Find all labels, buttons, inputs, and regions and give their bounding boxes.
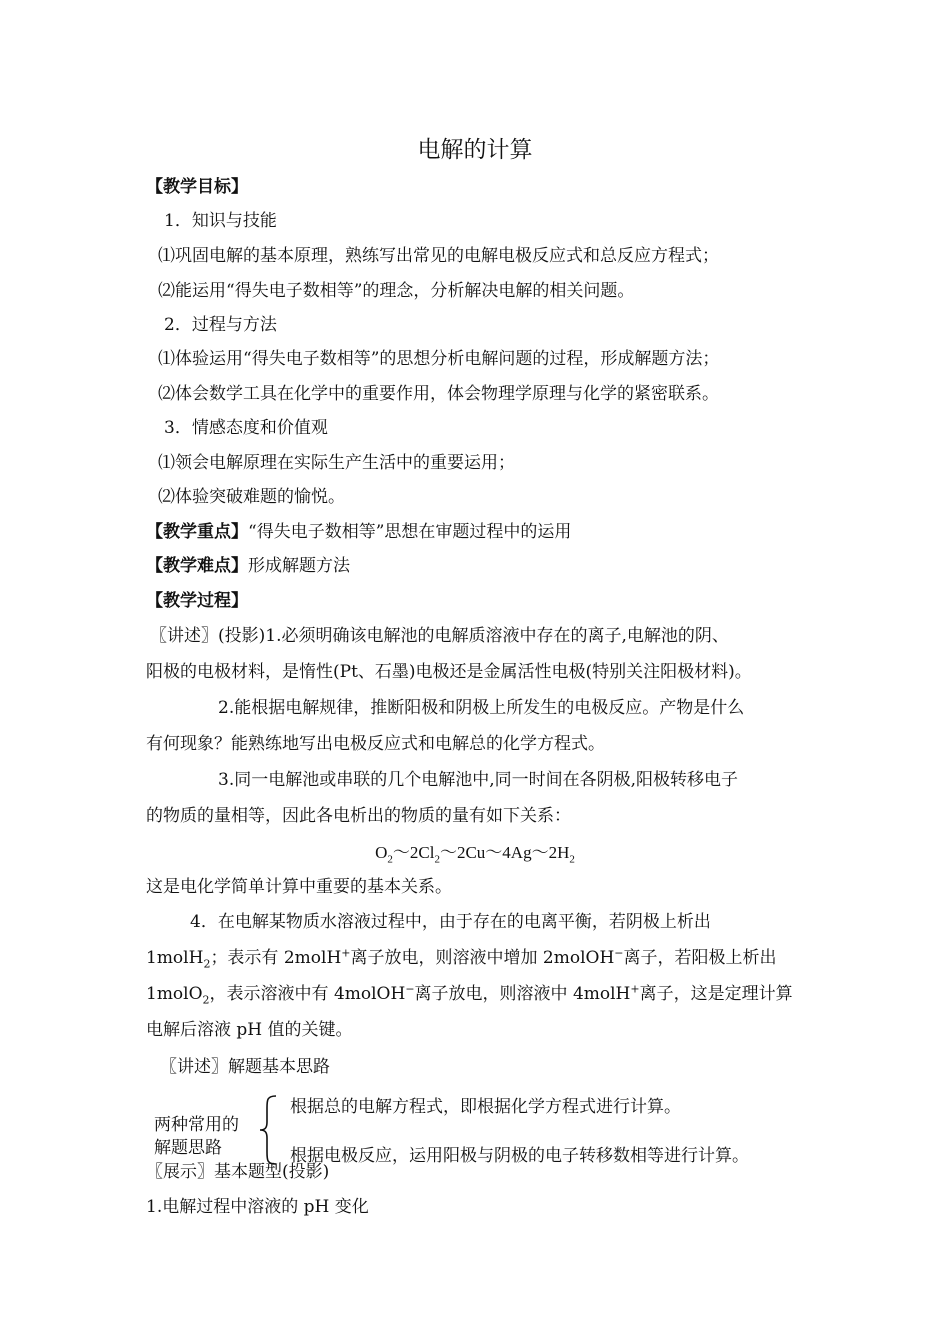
goal1-item1: ⑴巩固电解的基本原理，熟练写出常见的电解电极反应式和总反应方程式； bbox=[158, 246, 719, 266]
approach-heading: 〖讲述〗解题基本思路 bbox=[160, 1057, 330, 1077]
approach-label-line-1: 两种常用的 bbox=[154, 1115, 239, 1135]
lecture-line-3: 2.能根据电解规律，推断阳极和阴极上所发生的电极反应。产物是什么 bbox=[218, 698, 745, 718]
goal3-heading: 3．情感态度和价值观 bbox=[164, 418, 328, 438]
lecture-line-6: 的物质的量相等，因此各电析出的物质的量有如下关系： bbox=[146, 806, 571, 826]
curly-brace-icon bbox=[256, 1094, 280, 1166]
goal3-item1: ⑴领会电解原理在实际生产生活中的重要运用； bbox=[158, 453, 515, 473]
goal2-item1: ⑴体验运用“得失电子数相等”的思想分析电解问题的过程，形成解题方法； bbox=[158, 349, 720, 369]
lecture-line-2: 阳极的电极材料，是惰性(Pt、石墨)电极还是金属活性电极(特别关注阳极材料)。 bbox=[146, 662, 752, 682]
approach-label-line-2: 解题思路 bbox=[154, 1138, 222, 1158]
lecture-line-4: 有何现象？能熟练地写出电极反应式和电解总的化学方程式。 bbox=[146, 734, 605, 754]
page-title: 电解的计算 bbox=[417, 137, 533, 163]
difficulty-row bbox=[146, 555, 350, 577]
process-heading: 【教学过程】 bbox=[146, 591, 248, 611]
approach-option-2: 根据电极反应，运用阳极与阴极的电子转移数相等进行计算。 bbox=[290, 1146, 749, 1166]
difficulty-text: 形成解题方法 bbox=[248, 556, 350, 576]
paragraph4-line-3: 1molO$_2$，表示溶液中有 4molOH−离子放电，则溶液中 4molH+离子，这是定理计算 bbox=[146, 982, 793, 1007]
lecture-line-1: 〖讲述〗(投影)1.必须明确该电解池的电解质溶液中存在的离子,电解池的阴、 bbox=[150, 626, 729, 646]
goals-heading: 【教学目标】 bbox=[146, 177, 248, 197]
paragraph4-line-2: 1molH$_2$；表示有 2molH+离子放电，则溶液中增加 2molOH−离子，若阳极上析出 bbox=[146, 946, 777, 971]
key-point-text: “得失电子数相等”思想在审题过程中的运用 bbox=[248, 522, 572, 542]
paragraph4-line-1: 4．在电解某物质水溶液过程中，由于存在的电离平衡，若阴极上析出 bbox=[190, 912, 711, 932]
lecture-line-7: 这是电化学简单计算中重要的基本关系。 bbox=[146, 877, 452, 897]
goal1-item2: ⑵能运用“得失电子数相等”的理念，分析解决电解的相关问题。 bbox=[158, 281, 635, 301]
key-point-row bbox=[146, 521, 571, 543]
goal1-heading: 1．知识与技能 bbox=[164, 211, 277, 231]
approach-option-1: 根据总的电解方程式，即根据化学方程式进行计算。 bbox=[290, 1097, 681, 1117]
paragraph4-line-4: 电解后溶液 pH 值的关键。 bbox=[146, 1020, 353, 1040]
goal3-item2: ⑵体验突破难题的愉悦。 bbox=[158, 487, 345, 507]
lecture-line-5: 3.同一电解池或串联的几个电解池中,同一时间在各阴极,阳极转移电子 bbox=[218, 770, 739, 790]
key-point-label: 【教学重点】 bbox=[146, 522, 248, 542]
difficulty-label: 【教学难点】 bbox=[146, 556, 248, 576]
show-heading: 〖展示〗基本题型(投影) bbox=[146, 1162, 330, 1182]
mole-relation: $O_2\sim 2Cl_2\sim 2Cu\sim 4Ag\sim 2H_2$ bbox=[375, 843, 575, 866]
goal2-item2: ⑵体会数学工具在化学中的重要作用，体会物理学原理与化学的紧密联系。 bbox=[158, 384, 719, 404]
show-item-1: 1.电解过程中溶液的 pH 变化 bbox=[146, 1197, 369, 1217]
goal2-heading: 2．过程与方法 bbox=[164, 315, 277, 335]
